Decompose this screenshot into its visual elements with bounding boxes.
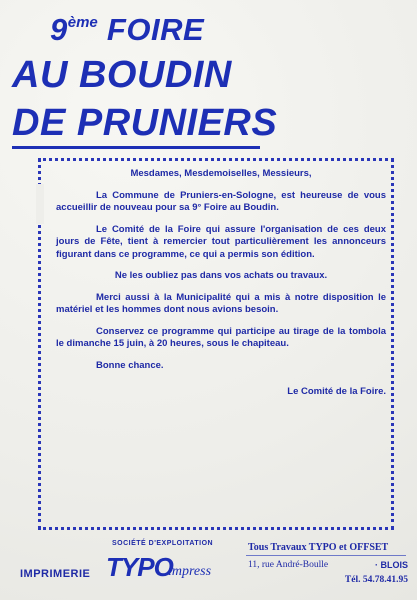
- telephone-line: Tél. 54.78.41.95: [344, 575, 408, 585]
- title-line-1: 9ème FOIRE: [50, 12, 205, 47]
- address-text: 11, rue André-Boulle: [248, 560, 329, 570]
- letter-paragraph-2: Le Comité de la Foire qui assure l'organisation de ces deux jours de Fête, tient à remercier tout particulièrement les annonceurs figurant dans ce programme, ce qui a permis son édition.: [56, 224, 386, 260]
- letter-signature: Le Comité de la Foire.: [287, 385, 386, 397]
- printer-contact: [248, 542, 408, 585]
- travaux-line: Tous Travaux TYPO et OFFSET: [248, 542, 389, 553]
- letter-paragraph-3: Ne les oubliez pas dans vos achats ou travaux.: [114, 270, 328, 282]
- impress-logo: impress: [168, 564, 212, 579]
- title-line-2: AU BOUDIN: [12, 54, 232, 96]
- bleed-through-text: [240, 36, 247, 64]
- title-line-3: DE PRUNIERS: [12, 102, 278, 144]
- letter-salutation: Mesdames, Mesdemoiselles, Messieurs,: [130, 168, 312, 179]
- address-line: [248, 560, 408, 570]
- letter-paragraph-6: Bonne chance.: [96, 359, 164, 371]
- societe-label: SOCIÉTÉ D'EXPLOITATION: [112, 540, 214, 547]
- frame-gap: [36, 184, 44, 224]
- letter-paragraph-1: La Commune de Pruniers-en-Sologne, est heureuse de vous accueillir de nouveau pour sa 9° Foire au Boudin.: [56, 190, 386, 214]
- typo-logo: TYPO: [106, 552, 173, 582]
- title-underline: [12, 146, 260, 149]
- letter-paragraph-4: Merci aussi à la Municipalité qui a mis à notre disposition le matériel et les hommes dont nous avions besoin.: [56, 291, 386, 316]
- printer-logo-block: [16, 540, 246, 595]
- letter-paragraph-5: Conservez ce programme qui participe au tirage de la tombola le dimanche 15 juin, à 20 heures, sous le chapiteau.: [56, 325, 386, 350]
- imprimerie-label: IMPRIMERIE: [20, 568, 91, 580]
- letter-body: [56, 168, 386, 408]
- city-text: · BLOIS: [375, 560, 408, 570]
